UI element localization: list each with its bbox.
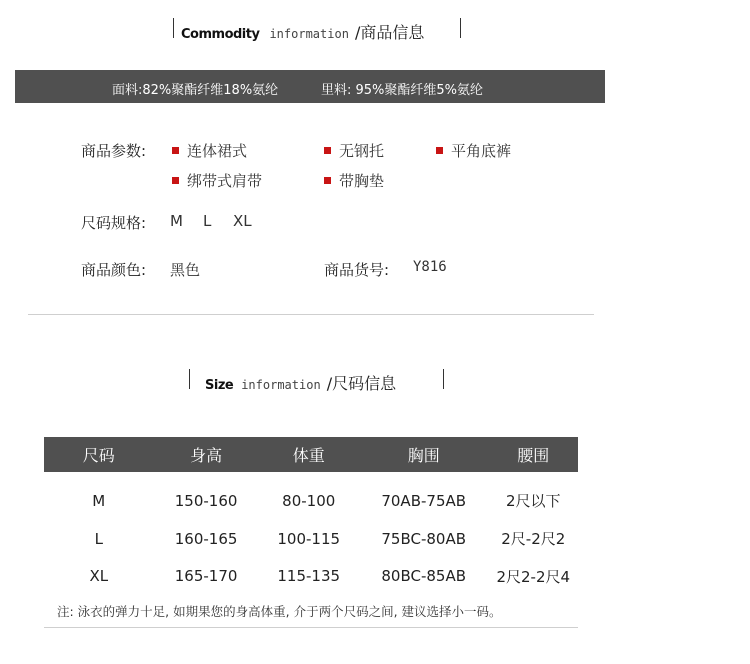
table-cell: 150-160 (174, 491, 238, 510)
table-cell: 70AB-75AB (381, 491, 467, 510)
materials-band (15, 70, 605, 103)
size-spec-item: M (170, 212, 183, 230)
param-option (172, 140, 247, 161)
bullet-square-icon (172, 177, 179, 184)
table-cell: 160-165 (174, 529, 238, 548)
table-cell: 80-100 (282, 491, 336, 510)
size-note: 注: 泳衣的弹力十足, 如期果您的身高体重, 介于两个尺码之间, 建议选择小一码。 (57, 604, 502, 619)
table-row (44, 557, 578, 595)
table-cell: L (94, 529, 103, 548)
table-cell: 80BC-85AB (381, 567, 467, 585)
bullet-square-icon (324, 177, 331, 184)
size-section-title (205, 371, 396, 394)
table-cell: 75BC-80AB (381, 529, 467, 548)
title-strong: Size (205, 378, 234, 393)
bullet-square-icon (324, 147, 331, 154)
header-cell: 胸围 (407, 446, 440, 465)
param-option (324, 170, 384, 191)
param-option (436, 140, 511, 161)
size-spec-label: 尺码规格: (81, 214, 147, 232)
bottom-divider (44, 627, 578, 628)
size-table-header (44, 437, 578, 472)
title-cn: /尺码信息 (326, 374, 397, 393)
bullet-square-icon (436, 147, 443, 154)
header-cell: 尺码 (82, 446, 115, 465)
color-value: 黑色 (170, 261, 201, 279)
item-no-value: Y816 (413, 259, 447, 275)
item-no-label: 商品货号: (324, 261, 390, 279)
title-divider-left (189, 369, 190, 389)
title-en: information (269, 27, 349, 41)
param-option-label: 带胸垫 (339, 172, 385, 190)
title-divider-left (173, 18, 174, 38)
section-divider (28, 314, 594, 315)
lining-text: 里料: 95%聚酯纤维5%氨纶 (321, 83, 484, 98)
table-row (44, 520, 578, 557)
param-option (172, 170, 262, 191)
table-cell: 2尺以下 (506, 492, 561, 510)
param-option-label: 绑带式肩带 (187, 172, 263, 190)
table-cell: XL (89, 567, 109, 585)
header-cell: 腰围 (517, 446, 550, 465)
table-row (44, 472, 578, 520)
table-cell: 2尺2-2尺4 (496, 567, 571, 586)
size-spec-item: L (203, 212, 212, 230)
param-option-label: 无钢托 (339, 142, 385, 160)
header-cell: 身高 (190, 446, 223, 465)
table-cell: 2尺-2尺2 (501, 530, 566, 548)
bullet-square-icon (172, 147, 179, 154)
title-divider-right (443, 369, 444, 389)
size-spec-item: XL (233, 212, 252, 230)
param-option-label: 平角底裤 (451, 142, 512, 160)
commodity-section-title (181, 20, 424, 43)
param-option-label: 连体裙式 (187, 142, 248, 160)
table-cell: M (92, 491, 106, 510)
title-strong: Commodity (181, 27, 260, 42)
size-table (44, 437, 578, 595)
title-en: information (241, 378, 321, 392)
title-divider-right (460, 18, 461, 38)
params-label: 商品参数: (81, 142, 147, 160)
header-cell: 体重 (292, 446, 325, 465)
table-cell: 100-115 (277, 529, 341, 548)
title-cn: /商品信息 (354, 23, 425, 42)
table-cell: 165-170 (174, 567, 238, 585)
param-option (324, 140, 384, 161)
table-cell: 115-135 (277, 567, 341, 585)
fabric-text: 面料:82%聚酯纤维18%氨纶 (112, 83, 279, 98)
color-label: 商品颜色: (81, 261, 147, 279)
